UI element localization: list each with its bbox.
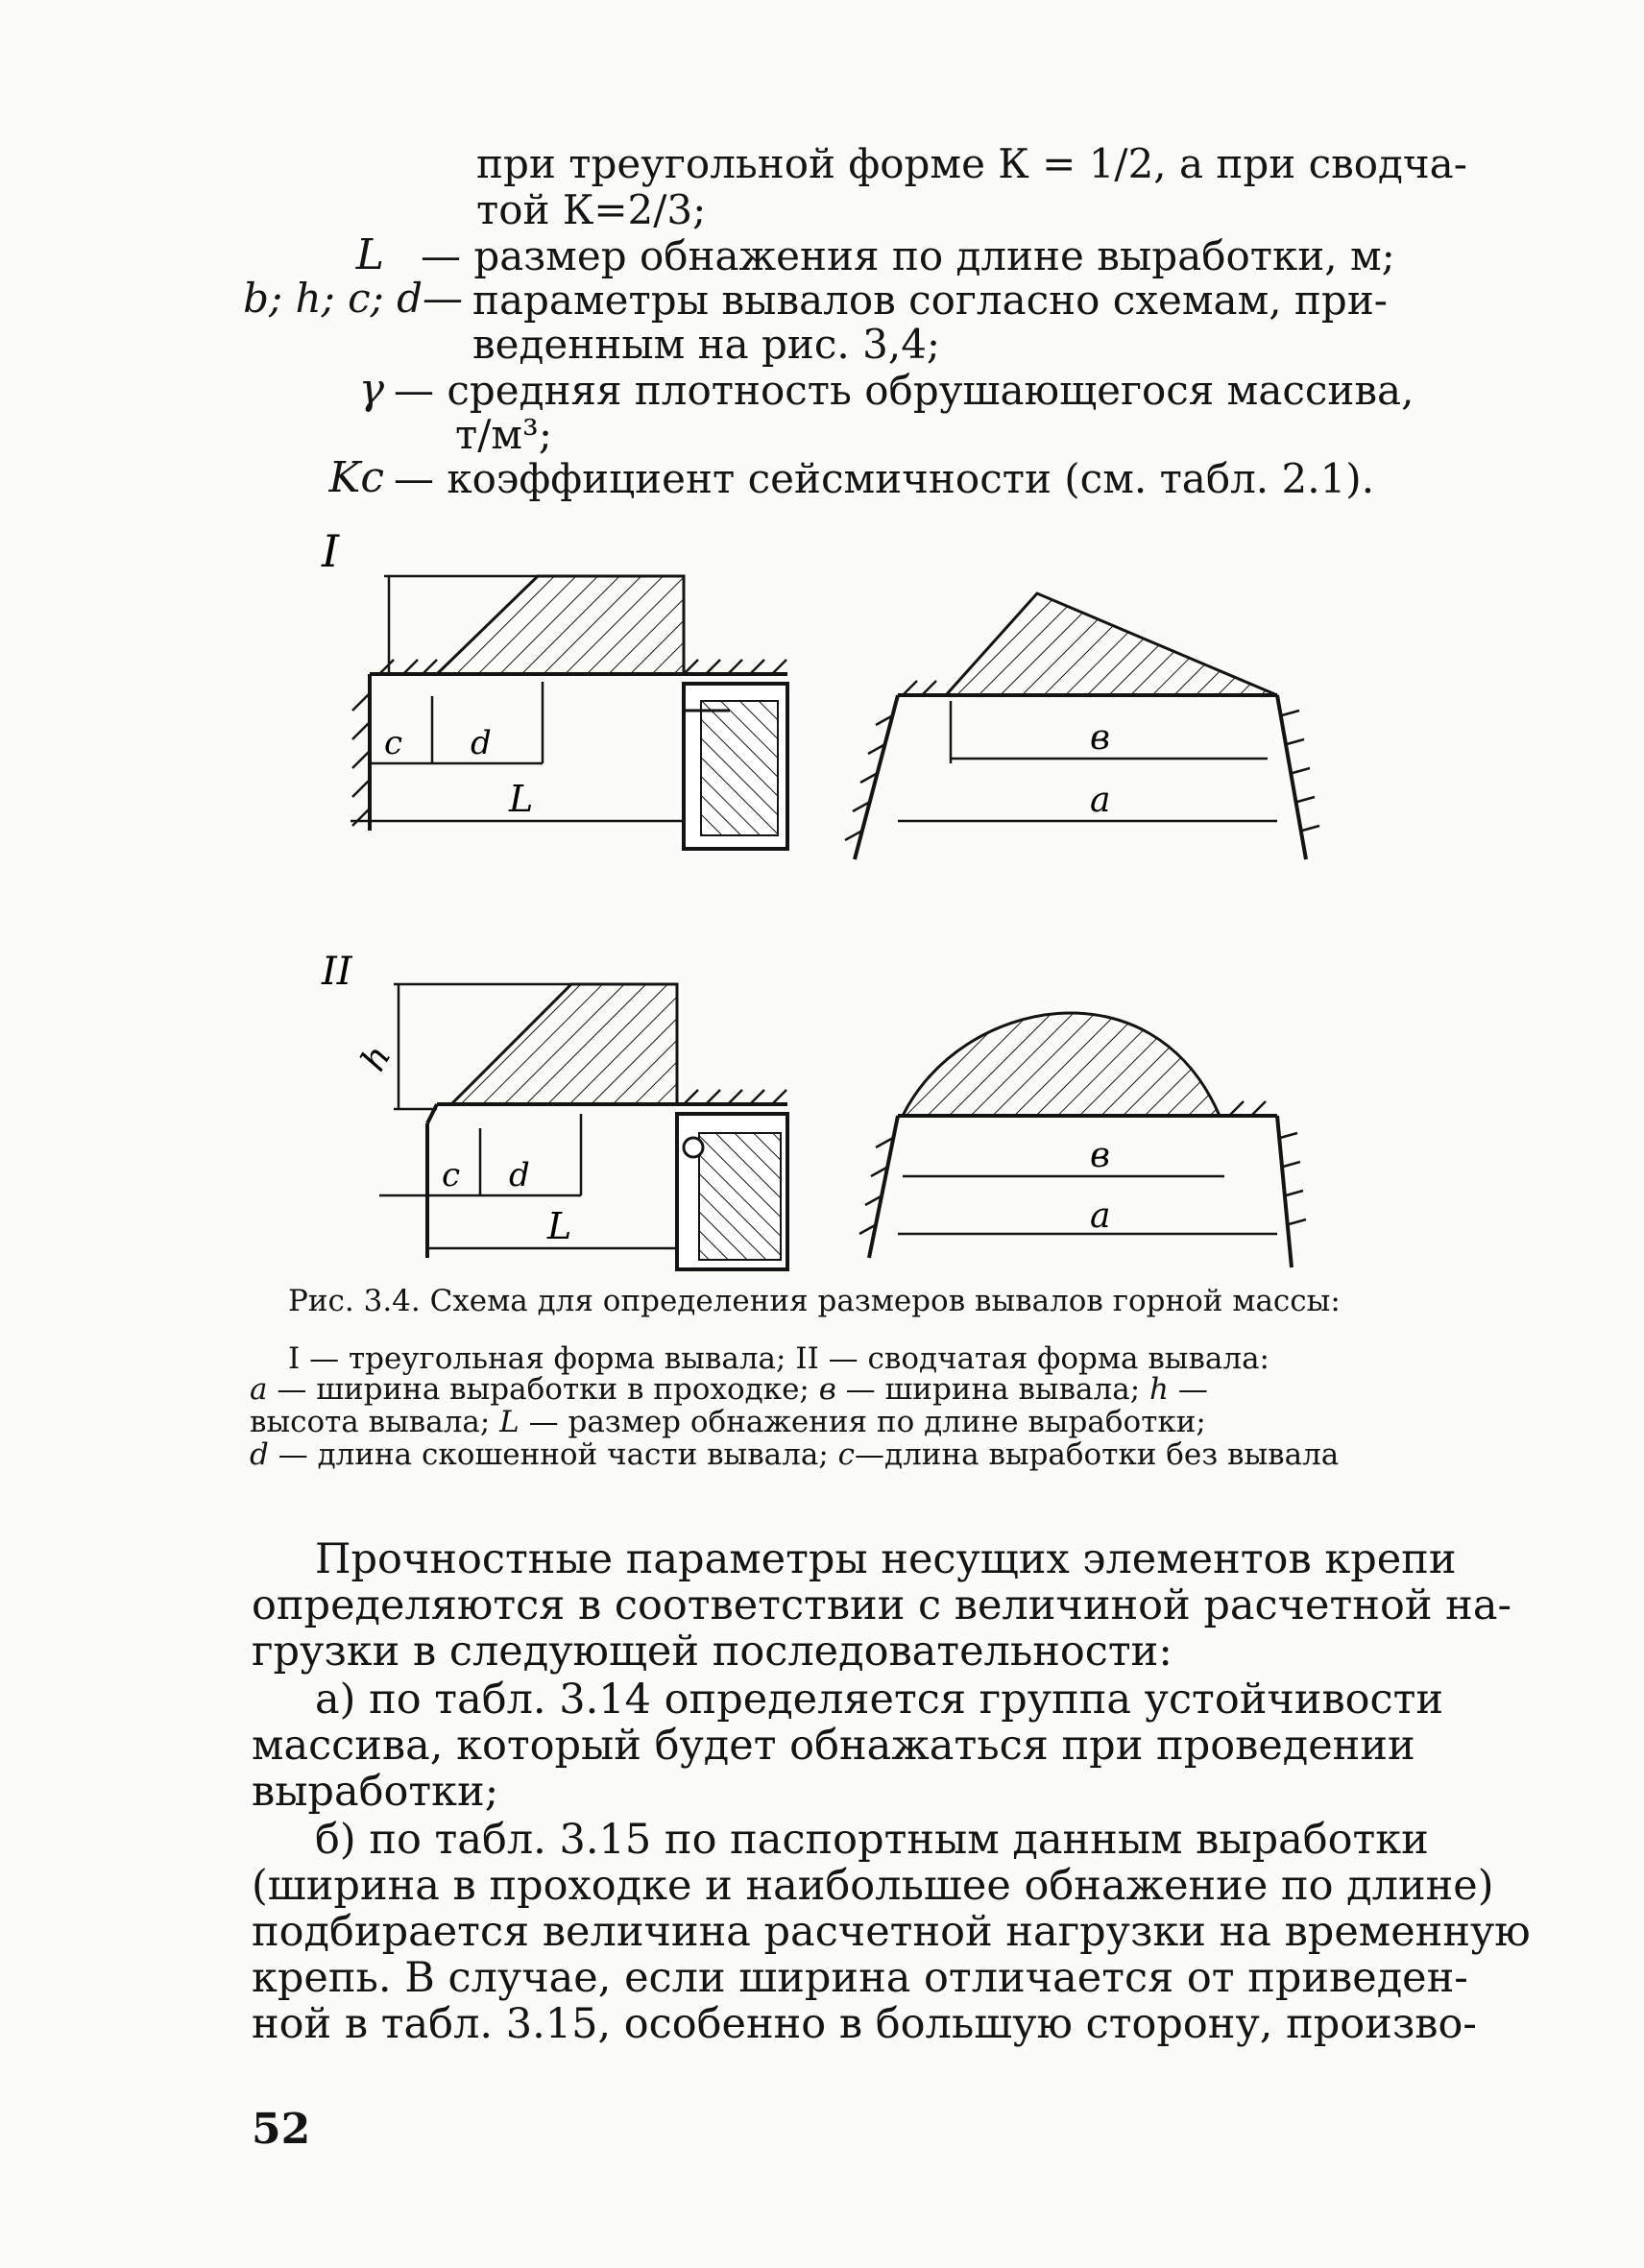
symbol-bhcd: b; h; c; d— bbox=[243, 275, 463, 322]
label-a-I: a bbox=[1090, 781, 1111, 820]
gamma-definition-line1: — средняя плотность обрушающегося массива, bbox=[394, 367, 1414, 414]
collapse-vaulted-cross bbox=[903, 1013, 1220, 1116]
gamma-definition-line2: т/м³; bbox=[455, 411, 553, 458]
diagram-I-cross-section bbox=[845, 593, 1319, 859]
caption-sym-c: c bbox=[837, 1437, 855, 1472]
L-definition: — размер обнажения по длине выработки, м; bbox=[421, 232, 1395, 279]
k-definition-line2: той К=2/3; bbox=[476, 186, 707, 233]
label-d-II: d bbox=[509, 1156, 530, 1194]
label-L-I: L bbox=[509, 778, 534, 820]
para1-line1: Прочностные параметры несущих элементов крепи bbox=[315, 1535, 1457, 1583]
label-c-II: c bbox=[442, 1156, 461, 1194]
label-c-I: c bbox=[384, 724, 403, 762]
kc-definition: — коэффициент сейсмичности (см. табл. 2.1). bbox=[394, 455, 1375, 502]
label-h-II: h bbox=[353, 1038, 399, 1078]
label-L-II: L bbox=[547, 1205, 572, 1247]
section-label-I: I bbox=[322, 525, 340, 577]
diagram-II-cross-section bbox=[859, 1013, 1306, 1267]
diagram-II-longitudinal bbox=[353, 984, 787, 1269]
symbol-kc: Kc bbox=[328, 453, 384, 502]
para1-line2: определяются в соответствии с величиной расчетной на- bbox=[252, 1581, 1511, 1629]
item-b-line5: ной в табл. 3.15, особенно в большую сторону, произво- bbox=[252, 2000, 1477, 2048]
collapse-triangular-long bbox=[437, 576, 684, 674]
page-number: 52 bbox=[252, 2105, 311, 2154]
label-d-I: d bbox=[471, 724, 492, 762]
label-a-II: a bbox=[1090, 1196, 1111, 1236]
section-label-II: II bbox=[322, 950, 352, 994]
collapse-vaulted-long bbox=[451, 984, 677, 1104]
caption-sym-d: d bbox=[250, 1437, 269, 1472]
caption-sym-h: h bbox=[1149, 1372, 1169, 1407]
figure-caption-line4: d — длина скошенной части вывала; c—длина выработки без вывала bbox=[250, 1437, 1340, 1472]
bhcd-definition-line2: веденным на рис. 3,4; bbox=[472, 321, 941, 368]
caption-sym-L: L bbox=[499, 1405, 520, 1439]
label-b-II: в bbox=[1090, 1136, 1110, 1175]
symbol-gamma: γ bbox=[358, 365, 384, 414]
symbol-L: L bbox=[355, 230, 384, 279]
figure-caption-line3: высота вывала; L — размер обнажения по длине выработки; bbox=[250, 1405, 1206, 1439]
item-b-line2: (ширина в проходке и наибольшее обнажение по длине) bbox=[252, 1862, 1494, 1910]
diagram-I-longitudinal bbox=[351, 576, 787, 849]
item-a-line2: массива, который будет обнажаться при проведении bbox=[252, 1722, 1415, 1770]
item-b-line4: крепь. В случае, если ширина отличается от приведен- bbox=[252, 1954, 1468, 2002]
figure-caption-line1: I — треугольная форма вывала; II — сводчатая форма вывала: bbox=[288, 1341, 1270, 1376]
figure-caption-title: Рис. 3.4. Схема для определения размеров вывалов горной массы: bbox=[288, 1284, 1341, 1318]
para1-line3: грузки в следующей последовательности: bbox=[252, 1628, 1173, 1676]
item-a-line3: выработки; bbox=[252, 1768, 499, 1816]
bhcd-definition-line1: параметры вывалов согласно схемам, при- bbox=[472, 277, 1388, 324]
k-definition-line1: при треугольной форме К = 1/2, а при сводча- bbox=[476, 140, 1467, 187]
figure-caption-line2: a — ширина выработки в проходке; в — ширина вывала; h — bbox=[250, 1372, 1208, 1407]
item-b-line3: подбирается величина расчетной нагрузки на временную bbox=[252, 1908, 1531, 1956]
label-b-I: в bbox=[1090, 718, 1110, 758]
caption-sym-b: в bbox=[818, 1372, 836, 1407]
collapse-triangular-cross bbox=[946, 593, 1277, 695]
caption-sym-a: a bbox=[250, 1372, 268, 1407]
item-b-line1: б) по табл. 3.15 по паспортным данным выработки bbox=[315, 1816, 1429, 1864]
item-a-line1: а) по табл. 3.14 определяется группа устойчивости bbox=[315, 1676, 1444, 1724]
